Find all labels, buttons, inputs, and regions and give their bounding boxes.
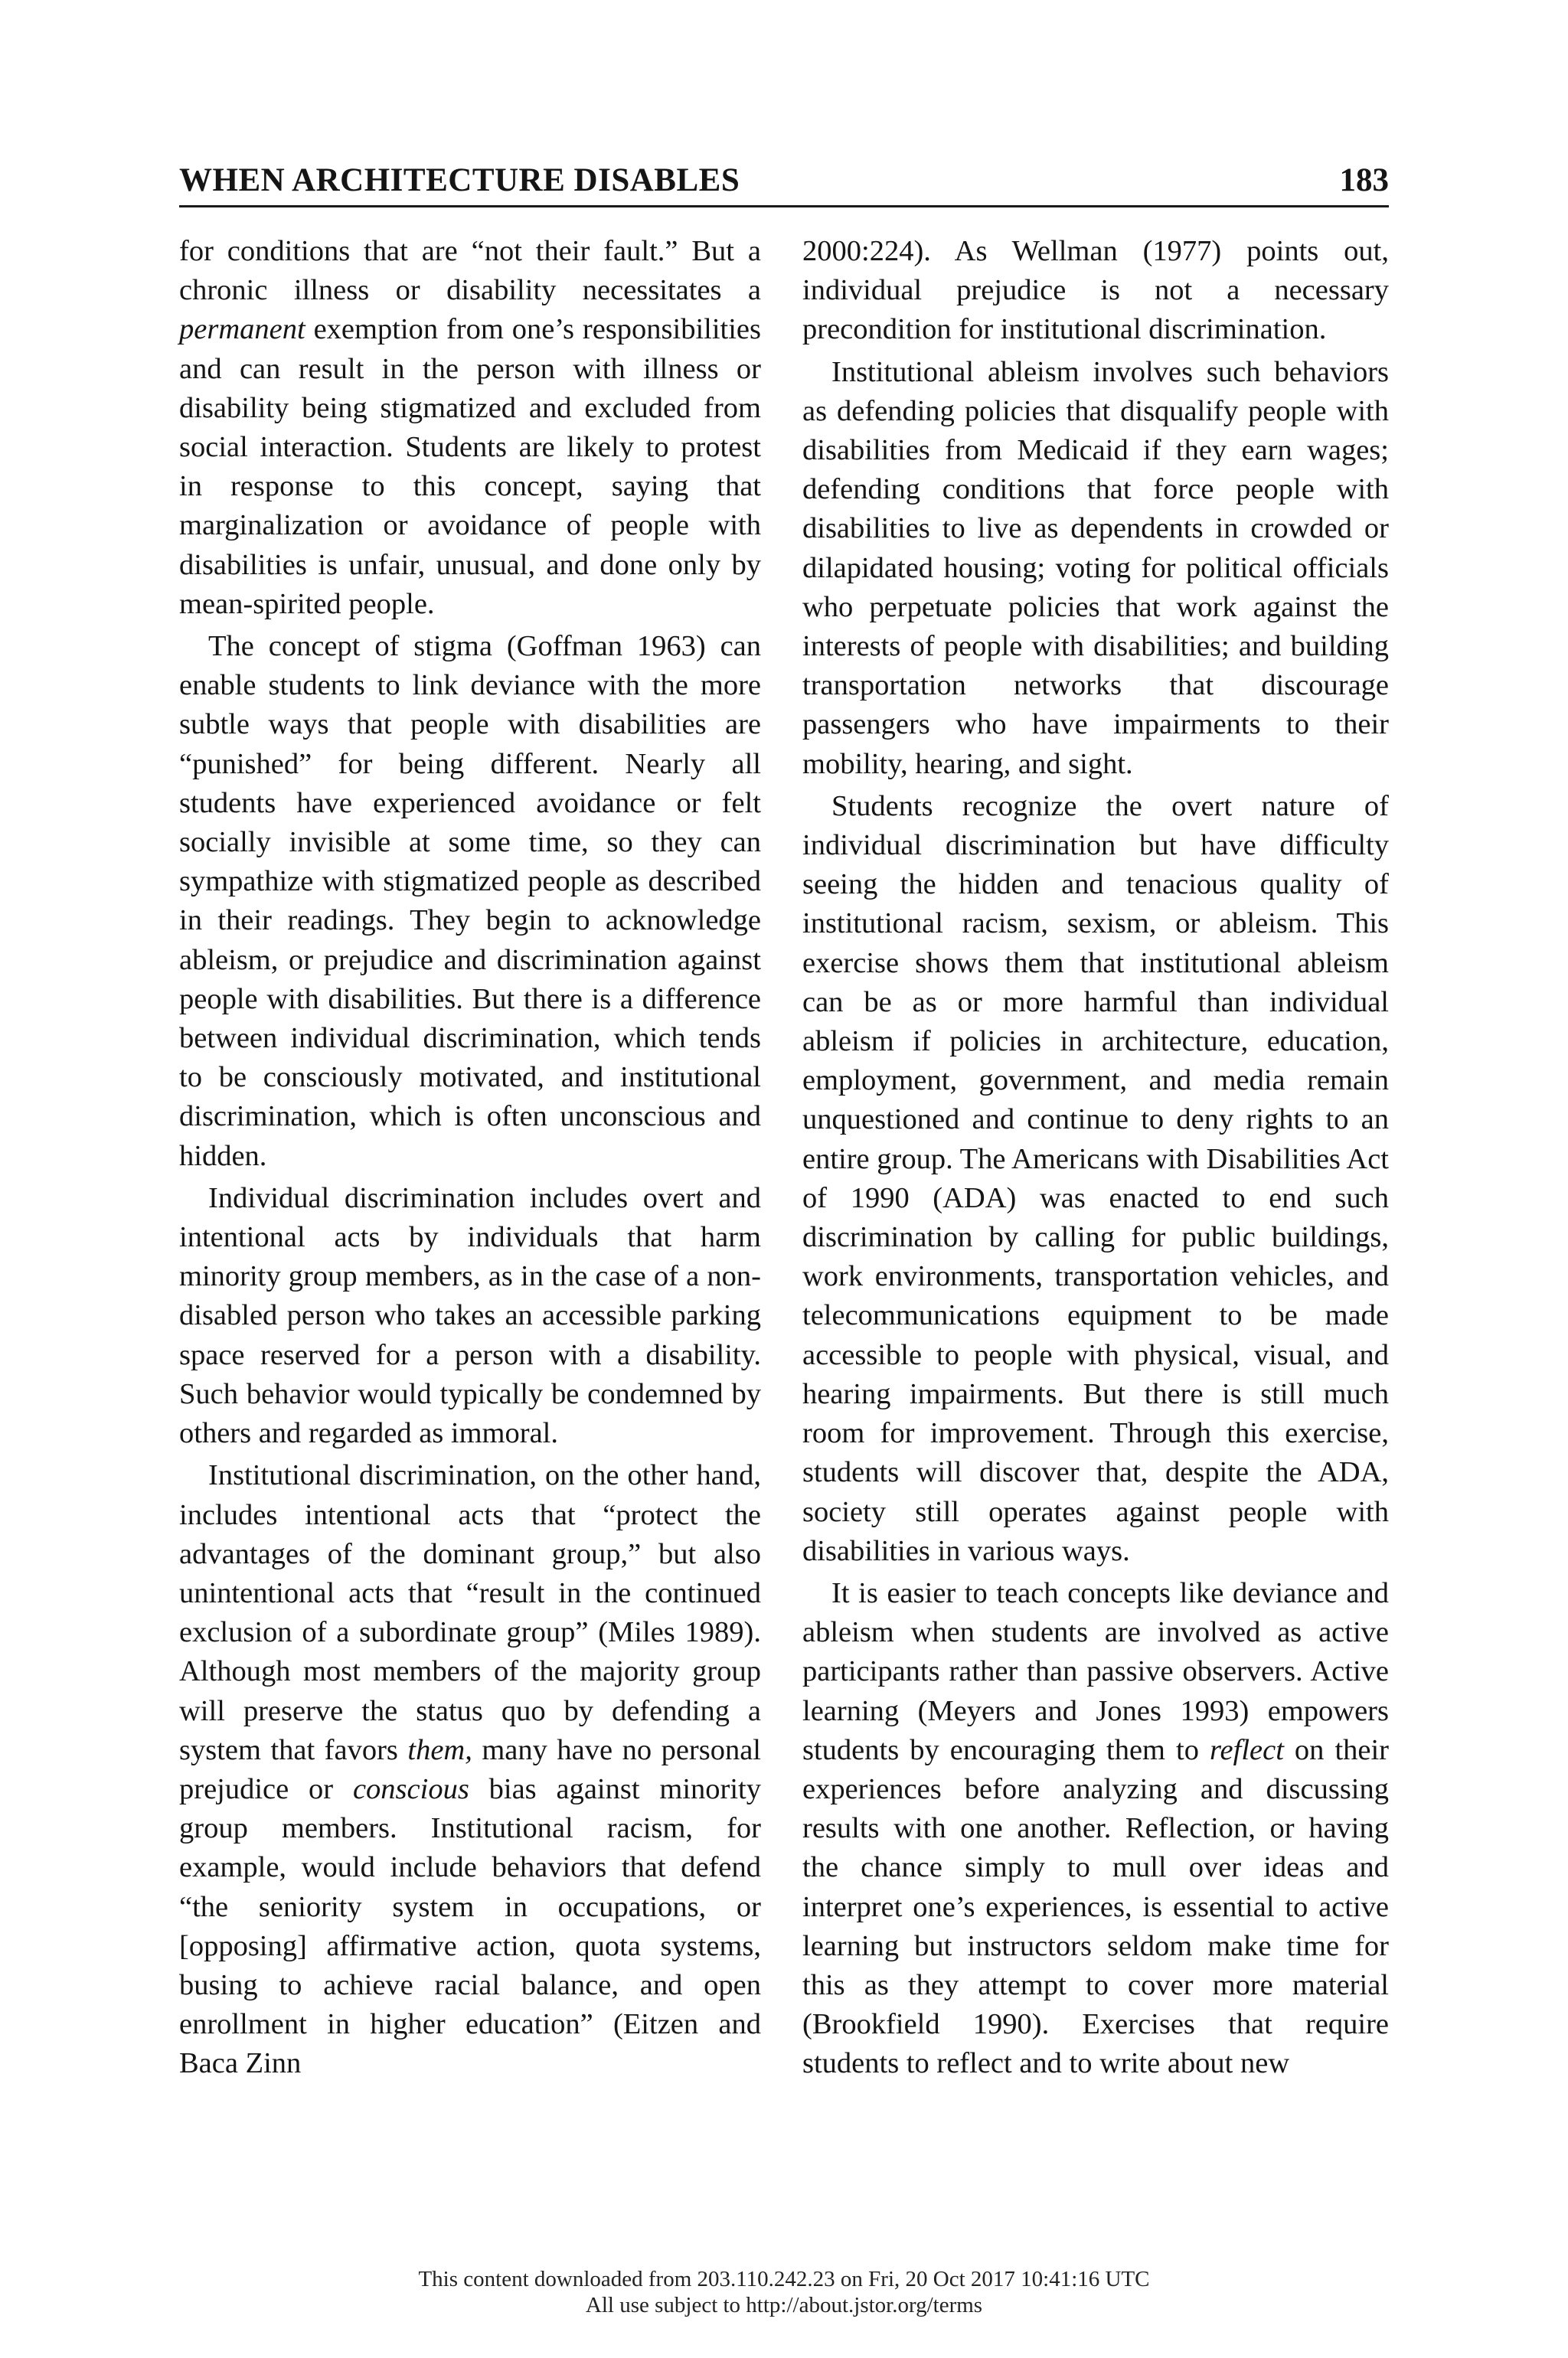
left-p4-text-a: Institutional discrimination, on the other hand, includes intentional acts that “protect the advantages of the dominant group,” but also unintentional acts that “result in the continued exclusion of a subordinate group” (Miles 1989). Although most members of the majority group will preserve the status quo by defending a system that favors [179, 1459, 761, 1766]
right-paragraph-2: Institutional ableism involves such behaviors as defending policies that disqualify people with disabilities from Medicaid if they earn wages; defending conditions that force people with disabilities to live as dependents in crowded or dilapidated housing; voting for political officials who perpetuate policies that work against the interests of people with disabilities; and building transportation networks that discourage passengers who have impairments to their mobility, hearing, and sight. [802, 355, 1389, 780]
right-paragraph-1: 2000:224). As Wellman (1977) points out, individual prejudice is not a necessary precondition for institutional discrimination. [802, 235, 1389, 346]
left-p4-text-b: many have no personal prejudice or [179, 1733, 761, 1805]
left-p1-text-b: exemption from one’s responsibilities and can result in the person with illness or disability being stigmatized and excluded from social interaction. Students are likely to protest in response to this concept, saying that marginalization or avoidance of people with disabilities is unfair, unusual, and done only by mean-spirited people. [179, 313, 761, 620]
left-p1-emphasis: permanent [179, 313, 305, 346]
left-column [179, 232, 761, 2087]
left-paragraph-4 [179, 1456, 761, 2083]
page-number: 183 [1339, 162, 1389, 198]
page-header [179, 158, 1389, 207]
left-paragraph-2: The concept of stigma (Goffman 1963) can enable students to link deviance with the more subtle ways that people with disabilities are “punished” for being different. Nearly all students have experienced avoidance or felt socially invisible at some time, so they can sympathize with stigmatized people as described in their readings. They begin to acknowledge ableism, or prejudice and discrimination against people with disabilities. But there is a difference between individual discrimination, which tends to be consciously motivated, and institutional discrimination, which is often unconscious and hidden. [179, 630, 761, 1172]
download-notice-line-2: All use subject to http://about.jstor.org/terms [585, 2293, 983, 2317]
right-p4-text-b: on their experiences before analyzing and discussing results with one another. Reflection, or having the chance simply to mull over ideas and interpret one’s experiences, is essential to active learning but instructors seldom make time for this as they attempt to cover more material (Brookfield 1990). Exercises that require students to reflect and to write about new [802, 1733, 1389, 2080]
right-paragraph-4 [802, 1574, 1389, 2084]
right-p4-text-a: It is easier to teach concepts like deviance and ableism when students are involved as active participants rather than passive observers. Active learning (Meyers and Jones 1993) empowers students by encouraging them to [802, 1576, 1389, 1766]
right-paragraph-3: Students recognize the overt nature of individual discrimination but have difficulty seeing the hidden and tenacious quality of institutional racism, sexism, or ableism. This exercise shows them that institutional ableism can be as or more harmful than individual ableism if policies in architecture, education, employment, government, and media remain unquestioned and continue to deny rights to an entire group. The Americans with Disabilities Act of 1990 (ADA) was enacted to end such discrimination by calling for public buildings, work environments, transportation vehicles, and telecommunications equipment to be made accessible to people with physical, visual, and hearing impairments. But there is still much room for improvement. Through this exercise, students will discover that, despite the ADA, society still operates against people with disabilities in various ways. [802, 789, 1389, 1567]
left-paragraph-3: Individual discrimination includes overt and intentional acts by individuals that harm minority group members, as in the case of a non-disabled person who takes an accessible parking space reserved for a person with a disability. Such behavior would typically be condemned by others and regarded as immoral. [179, 1181, 761, 1450]
left-p1-text-a: for conditions that are “not their fault.” But a chronic illness or disability necessitates a [179, 235, 761, 307]
left-p4-text-c: bias against minority group members. Institutional racism, for example, would include behaviors that defend “the seniority system in occupations, or [opposing] affirmative action, quota systems, busing to achieve racial balance, and open enrollment in higher education” (Eitzen and Baca Zinn [179, 1772, 761, 2080]
download-notice [0, 2266, 1568, 2318]
left-p4-emphasis-1: them, [407, 1733, 472, 1766]
right-column [802, 232, 1389, 2087]
download-notice-line-1: This content downloaded from 203.110.242.23 on Fri, 20 Oct 2017 10:41:16 UTC [418, 2267, 1150, 2291]
right-p4-emphasis: reflect [1209, 1733, 1284, 1766]
left-paragraph-1 [179, 232, 761, 624]
left-p4-emphasis-2: conscious [352, 1772, 469, 1805]
running-title: WHEN ARCHITECTURE DISABLES [179, 162, 740, 198]
